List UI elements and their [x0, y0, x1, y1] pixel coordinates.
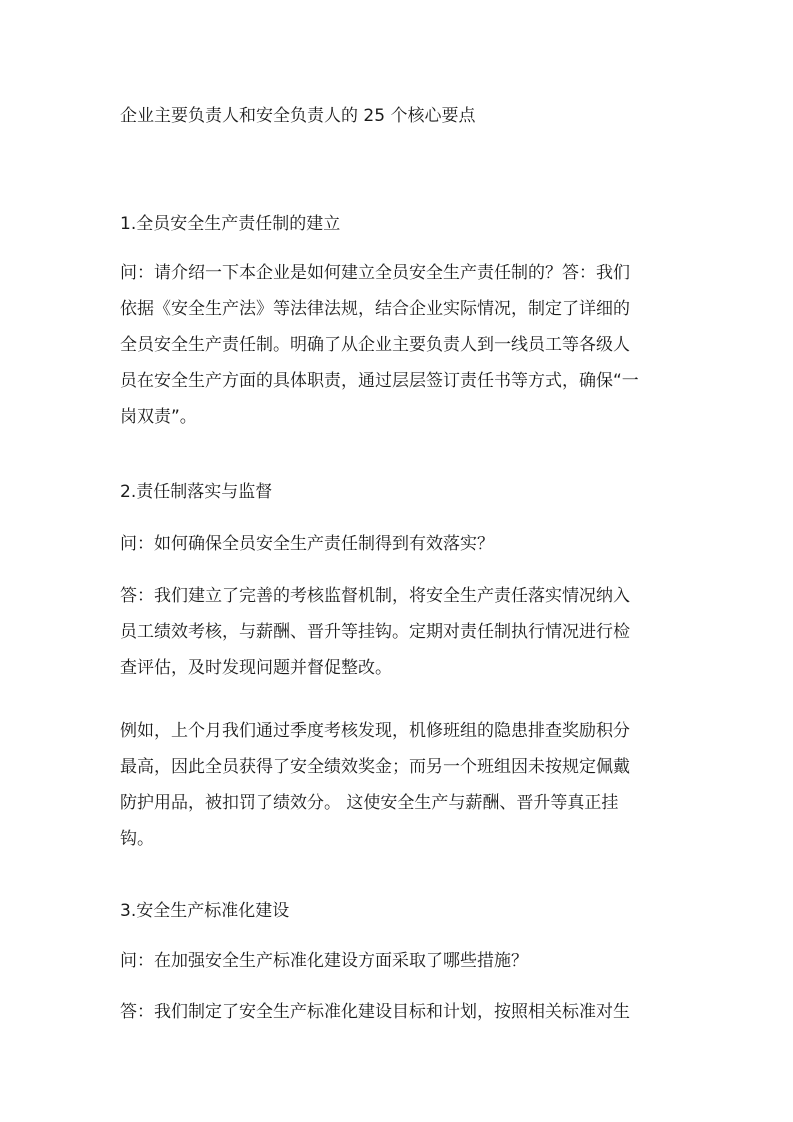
- paragraph-line: 依据《安全生产法》等法律法规，结合企业实际情况，制定了详细的: [120, 299, 630, 319]
- section-2-question: 问：如何确保全员安全生产责任制得到有效落实？: [120, 534, 494, 554]
- paragraph-line: 员在安全生产方面的具体职责，通过层层签订责任书等方式，确保“一: [120, 371, 639, 391]
- section-1-heading: 1.全员安全生产责任制的建立: [120, 214, 341, 234]
- paragraph-line: 全员安全生产责任制。明确了从企业主要负责人到一线员工等各级人: [120, 335, 630, 355]
- paragraph-line: 防护用品，被扣罚了绩效分。 这使安全生产与薪酬、晋升等真正挂: [120, 793, 619, 813]
- section-3-heading: 3.安全生产标准化建设: [120, 901, 290, 921]
- paragraph-line: 钩。: [120, 829, 154, 849]
- paragraph-line: 最高，因此全员获得了安全绩效奖金；而另一个班组因未按规定佩戴: [120, 757, 630, 777]
- section-3-answer: [120, 994, 680, 1030]
- paragraph-line: 岗双责”。: [120, 407, 197, 427]
- section-1-question: [120, 255, 680, 435]
- paragraph-line: 员工绩效考核，与薪酬、晋升等挂钩。定期对责任制执行情况进行检: [120, 622, 630, 642]
- section-3-question: 问：在加强安全生产标准化建设方面采取了哪些措施？: [120, 951, 528, 971]
- section-2-example: [120, 713, 680, 857]
- section-2-answer: [120, 578, 680, 686]
- paragraph-line: 查评估，及时发现问题并督促整改。: [120, 658, 392, 678]
- paragraph-line: 答：我们建立了完善的考核监督机制，将安全生产责任落实情况纳入: [120, 586, 630, 606]
- section-2-heading: 2.责任制落实与监督: [120, 482, 273, 502]
- paragraph-line: 答：我们制定了安全生产标准化建设目标和计划，按照相关标准对生: [120, 1002, 630, 1022]
- paragraph-line: 例如，上个月我们通过季度考核发现，机修班组的隐患排查奖励积分: [120, 721, 630, 741]
- document-title: 企业主要负责人和安全负责人的 25 个核心要点: [120, 106, 476, 126]
- paragraph-line: 问：请介绍一下本企业是如何建立全员安全生产责任制的？答：我们: [120, 263, 630, 283]
